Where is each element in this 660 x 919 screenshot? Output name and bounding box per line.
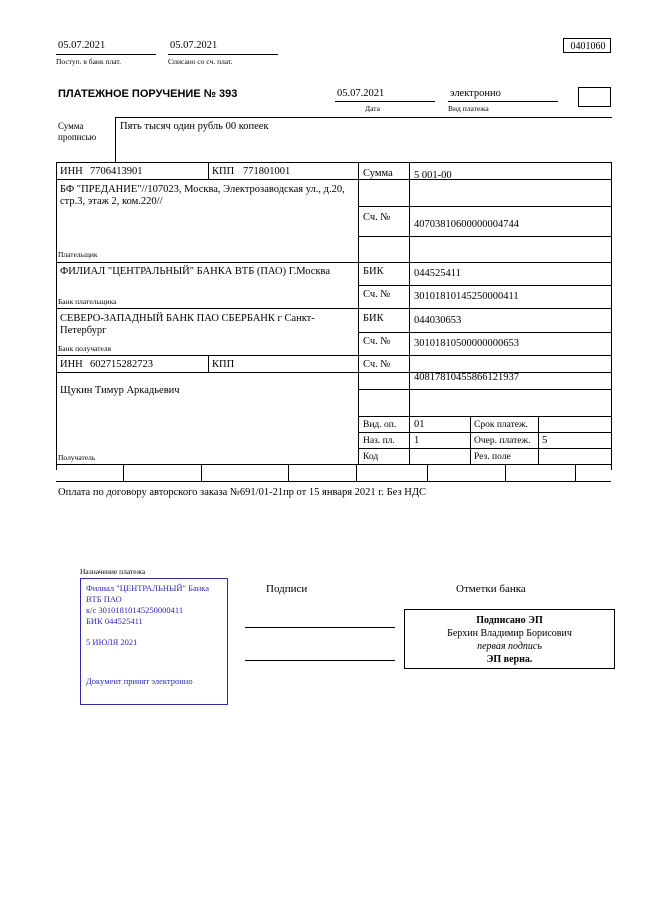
vid-op-value: 01 [414, 419, 425, 430]
kod-label: Код [363, 452, 379, 462]
payer-bank-section-label: Банк плательщика [58, 297, 117, 306]
payee-bank-bik-label: БИК [363, 313, 384, 324]
signatures-label: Подписи [266, 583, 308, 595]
payer-bank-account-label: Сч. № [363, 289, 391, 300]
vid-op-label: Вид. оп. [363, 420, 397, 430]
payer-kpp-value: 771801001 [243, 166, 291, 177]
payer-inn-label: ИНН [60, 166, 83, 177]
summa-label: Сумма [363, 168, 393, 179]
strip-tick-2 [201, 464, 202, 481]
bank-stamp-box [80, 578, 228, 705]
stamp-line-1: Филиал "ЦЕНТРАЛЬНЫЙ" Банка [86, 583, 210, 593]
strip-tick-4 [356, 464, 357, 481]
naz-pl-value: 1 [414, 435, 420, 446]
rule-payer-acct-bottom [358, 236, 611, 237]
payer-inn-value: 7706413901 [90, 166, 143, 177]
rule-inn-top [56, 162, 611, 163]
rule-summa-bottom [358, 206, 611, 207]
spisano-label: Списано со сч. плат. [168, 57, 233, 66]
rule-payer-bottom [56, 262, 611, 263]
amount-words-label-2: прописью [58, 132, 97, 142]
payer-kpp-label: КПП [212, 166, 235, 177]
table-mid-vline [358, 162, 359, 464]
table-left-border [56, 162, 57, 470]
rez-pole-label: Рез. поле [474, 452, 511, 462]
stamp-line-4: БИК 044525411 [86, 616, 143, 626]
postup-date: 05.07.2021 [58, 40, 106, 51]
rule-payerbank-bottom [56, 308, 611, 309]
rule-attrs-top [358, 416, 611, 417]
rule-attrs-mid2 [358, 448, 611, 449]
amount-words-value: Пять тысяч один рубль 00 копеек [120, 121, 269, 132]
form-code-value: 0401060 [570, 41, 606, 52]
rule-payeebank-bottom [56, 355, 611, 356]
rule-bik2-bottom [358, 332, 611, 333]
payee-bank-name: СЕВЕРО-ЗАПАДНЫЙ БАНК ПАО СБЕРБАНК г Санкт-Петербург [60, 313, 315, 336]
postup-label: Поступ. в банк плат. [56, 57, 121, 66]
payee-inn-value: 602715282723 [90, 359, 153, 370]
payee-section-label: Получатель [58, 453, 96, 462]
payee-account-label: Сч. № [363, 359, 391, 370]
payer-account-label: Сч. № [363, 212, 391, 223]
summa-value: 5 001-00 [414, 170, 452, 181]
payee-bank-account-label: Сч. № [363, 336, 391, 347]
payer-section-label: Плательщик [58, 250, 98, 259]
rule-strip-bottom [56, 481, 611, 482]
payee-inn-kpp-vline [208, 355, 209, 372]
rule-payee-inn-bottom [56, 372, 611, 373]
payee-account-value: 40817810455866121937 [414, 372, 519, 383]
ocher-plat-label: Очер. платеж. [474, 436, 531, 446]
spisano-date: 05.07.2021 [170, 40, 218, 51]
ep-sign-type: первая подпись [477, 641, 542, 652]
purpose-text: Оплата по договору авторского заказа №691/01-21пр от 15 января 2021 г. Без НДС [58, 487, 426, 498]
rule-payee-acct-bottom [358, 389, 611, 390]
payer-account-value: 40703810600000004744 [414, 219, 519, 230]
payee-kpp-label: КПП [212, 359, 235, 370]
payer-bank-bik-label: БИК [363, 266, 384, 277]
rule-attrs-bottom [56, 464, 611, 465]
ep-title: Подписано ЭП [476, 615, 543, 626]
payment-type-code-box [578, 87, 611, 107]
payer-name: БФ "ПРЕДАНИЕ"//107023, Москва, Электрозаводская ул., д.20, стр.3, этаж 2, ком.220// [60, 184, 345, 207]
strip-tick-3 [288, 464, 289, 481]
payee-bank-bik-value: 044030653 [414, 315, 462, 326]
payment-type-value: электронно [450, 88, 501, 99]
amount-words-label-1: Сумма [58, 121, 84, 131]
payee-bank-section-label: Банк получателя [58, 344, 112, 353]
document-date: 05.07.2021 [337, 88, 385, 99]
payer-inn-kpp-vline [208, 162, 209, 179]
signature-line-2 [245, 660, 395, 661]
stamp-line-6: Документ принят электронно [86, 676, 193, 686]
rule-attrs-mid1 [358, 432, 611, 433]
payer-bank-name: ФИЛИАЛ "ЦЕНТРАЛЬНЫЙ" БАНКА ВТБ (ПАО) Г.Москва [60, 266, 331, 277]
attrs-vline-2 [538, 416, 539, 464]
spisano-underline [168, 54, 278, 55]
ep-name: Берхин Владимир Борисович [447, 628, 572, 639]
strip-tick-1 [123, 464, 124, 481]
ep-valid: ЭП верна. [486, 654, 533, 665]
stamp-line-2: ВТБ ПАО [86, 594, 122, 604]
payer-bank-bik-value: 044525411 [414, 268, 461, 279]
stamp-line-5: 5 ИЮЛЯ 2021 [86, 637, 138, 647]
purpose-label: Назначение платежа [80, 567, 146, 576]
form-code-box [563, 38, 611, 53]
electronic-signature-box [404, 609, 615, 669]
strip-tick-5 [427, 464, 428, 481]
strip-tick-6 [505, 464, 506, 481]
ocher-plat-value: 5 [542, 435, 548, 446]
page-title: ПЛАТЕЖНОЕ ПОРУЧЕНИЕ № 393 [58, 88, 238, 100]
payee-name: Щукин Тимур Аркадьевич [60, 385, 180, 396]
rule-inn-bottom [56, 179, 611, 180]
naz-pl-label: Наз. пл. [363, 436, 395, 446]
srok-plat-label: Срок платеж. [474, 420, 528, 430]
stamp-line-3: к/с 30101810145250000411 [86, 605, 184, 615]
payment-type-label: Вид платежа [448, 104, 489, 113]
payee-inn-label: ИНН [60, 359, 83, 370]
table-right-border [611, 162, 612, 470]
payer-bank-account-value: 30101810145250000411 [414, 291, 519, 302]
date-underline [335, 101, 435, 102]
payment-type-underline [448, 101, 558, 102]
signature-line-1 [245, 627, 395, 628]
bank-marks-label: Отметки банка [456, 583, 526, 595]
label-col-vline [409, 162, 410, 464]
rule-bik1-bottom [358, 285, 611, 286]
payee-bank-account-value: 30101810500000000653 [414, 338, 519, 349]
date-label: Дата [365, 104, 380, 113]
strip-tick-7 [575, 464, 576, 481]
attrs-vline-1 [470, 416, 471, 464]
postup-underline [56, 54, 156, 55]
